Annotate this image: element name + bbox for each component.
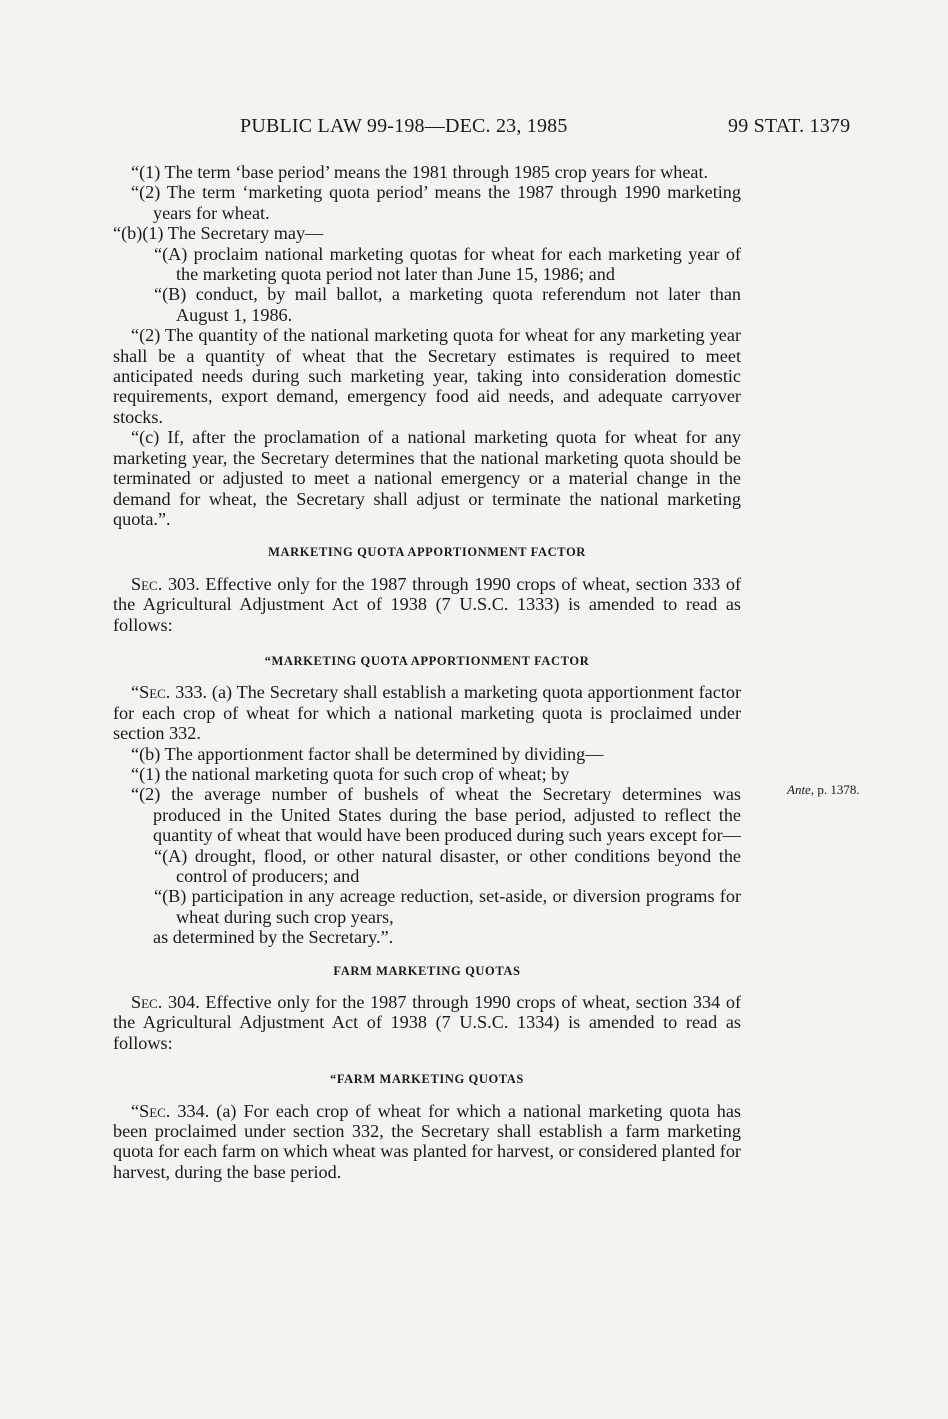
section-label: “Sec.	[131, 1100, 171, 1121]
paragraph: “(2) The term ‘marketing quota period’ means the 1987 through 1990 marketing years for wheat.	[131, 182, 741, 223]
paragraph	[113, 574, 741, 635]
paragraph: “(c) If, after the proclamation of a national marketing quota for wheat for any marketing year, the Secretary determines that the national marketing quota should be terminated or adjusted to meet a national emergency or a material change in the demand for wheat, the Secretary shall adjust or terminate the national marketing quota.”.	[113, 427, 741, 529]
paragraph: “(b)(1) The Secretary may—	[113, 223, 324, 244]
paragraph: “(A) drought, flood, or other natural disaster, or other conditions beyond the control of producers; and	[154, 845, 741, 886]
margin-note-ref: Ante,	[787, 782, 815, 797]
paragraph: “(1) The term ‘base period’ means the 1981 through 1985 crop years for wheat.	[131, 162, 709, 182]
paragraph: “(B) participation in any acreage reduction, set-aside, or diversion programs for wheat during such crop years,	[154, 886, 741, 927]
paragraph	[113, 682, 741, 743]
quoted-section-heading: “MARKETING QUOTA APPORTIONMENT FACTOR	[264, 653, 590, 668]
paragraph-text: 303. Effective only for the 1987 through 1990 crops of wheat, section 333 of the Agricultural Adjustment Act of 1938 (7 U.S.C. 1333) is amended to read as follows:	[113, 573, 742, 635]
section-label: “Sec.	[131, 682, 171, 703]
running-header-stat: 99 STAT. 1379	[728, 115, 851, 137]
section-label: Sec.	[131, 573, 163, 594]
paragraph: “(b) The apportionment factor shall be determined by dividing—	[131, 743, 604, 764]
paragraph-text: 334. (a) For each crop of wheat for which a national marketing quota has been proclaimed under section 332, the Secretary shall establish a farm marketing quota for each farm on which wheat was planted for harvest, or considered planted for harvest, during the base period.	[113, 1100, 742, 1182]
paragraph: “(A) proclaim national marketing quotas for wheat for each marketing year of the marketing quota period not later than June 15, 1986; and	[154, 243, 741, 285]
section-heading: MARKETING QUOTA APPORTIONMENT FACTOR	[268, 545, 586, 560]
paragraph: “(2) the average number of bushels of wheat the Secretary determines was produced in the United States during the base period, adjusted to reflect the quantity of wheat that would have been produced during such years except for—	[131, 784, 741, 846]
section-heading: FARM MARKETING QUOTAS	[333, 963, 521, 978]
margin-note-page: p. 1378.	[817, 782, 860, 797]
paragraph-text: 304. Effective only for the 1987 through 1990 crops of wheat, section 334 of the Agricultural Adjustment Act of 1938 (7 U.S.C. 1334) is amended to read as follows:	[113, 992, 742, 1053]
section-label: Sec.	[131, 992, 163, 1013]
paragraph: “(1) the national marketing quota for such crop of wheat; by	[131, 763, 570, 784]
paragraph	[113, 992, 741, 1053]
paragraph: “(B) conduct, by mail ballot, a marketing quota referendum not later than August 1, 1986.	[154, 284, 741, 325]
document-body	[113, 162, 741, 1182]
running-header-title: PUBLIC LAW 99-198—DEC. 23, 1985	[240, 115, 568, 137]
paragraph	[113, 1101, 741, 1183]
paragraph-text: 333. (a) The Secretary shall establish a marketing quota apportionment factor for each crop of wheat for which a national marketing quota is proclaimed under section 332.	[113, 682, 741, 744]
margin-note	[787, 782, 860, 798]
paragraph: as determined by the Secretary.”.	[153, 927, 394, 948]
paragraph: “(2) The quantity of the national marketing quota for wheat for any marketing year shall be a quantity of wheat that the Secretary estimates is required to meet anticipated needs during such marketing year, taking into consideration domestic requirements, export demand, emergency food aid needs, and adequate carryover stocks.	[113, 325, 741, 427]
quoted-section-heading: “FARM MARKETING QUOTAS	[330, 1072, 524, 1087]
